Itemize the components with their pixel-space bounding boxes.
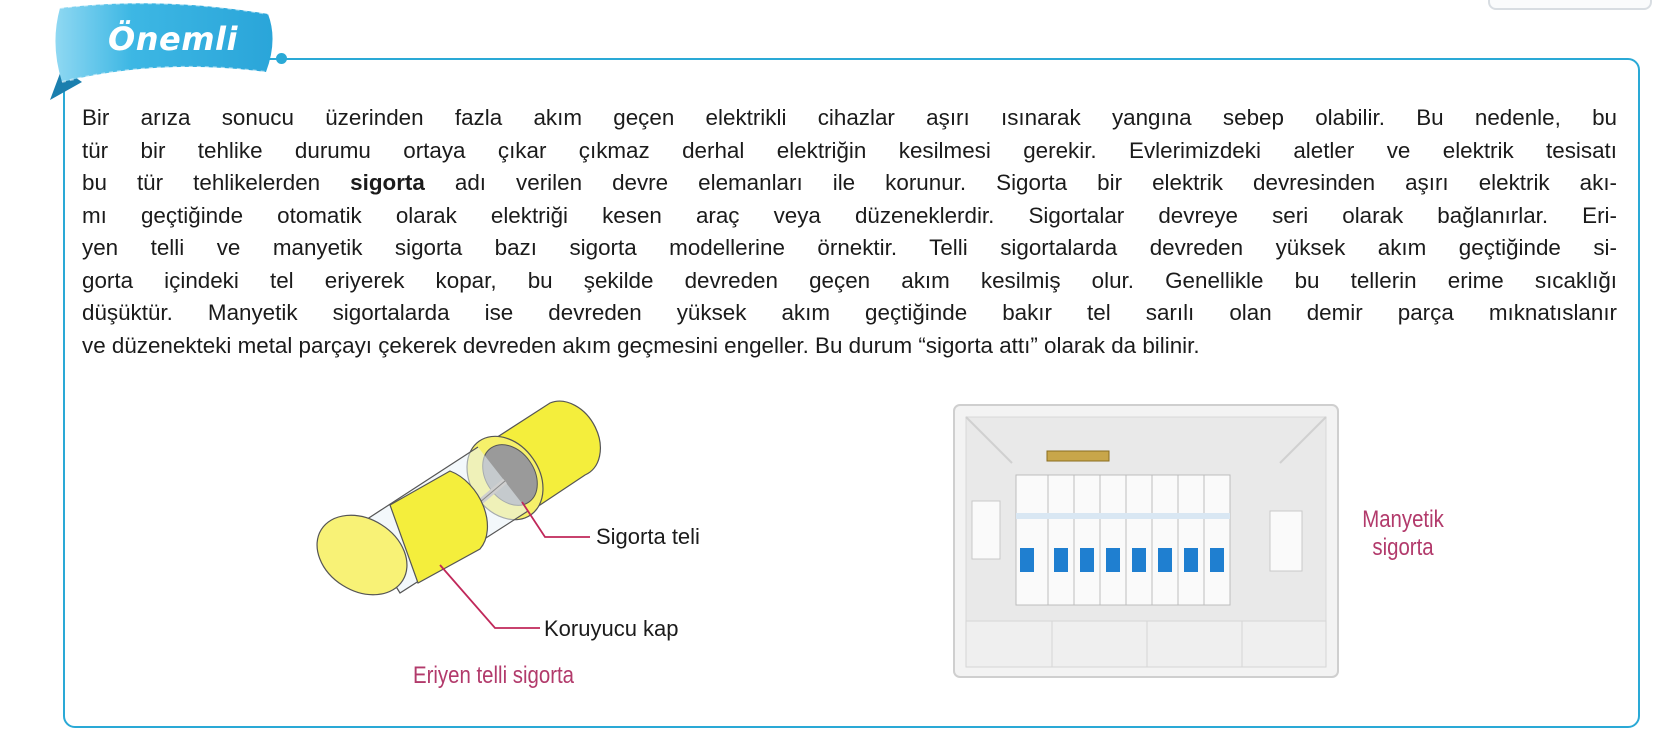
label-fuse-wire: Sigorta teli	[596, 524, 700, 549]
caption-fuse: Eriyen telli sigorta	[413, 662, 575, 689]
page-tab-corner	[1488, 0, 1652, 10]
label-protective-cap: Koruyucu kap	[544, 616, 679, 641]
body-paragraph	[82, 102, 1617, 362]
paragraph-line: bu tür tehlikelerden sigorta adı verilen devre elemanları ile korunur. Sigorta bir elektrik devresinden aşırı elektrik akı-	[82, 170, 1617, 195]
paragraph-line: gorta içindeki tel eriyerek kopar, bu şekilde devreden geçen akım kesilmiş olur. Genellikle bu tellerin erime sıcaklığı	[82, 267, 1617, 293]
ribbon-title: Önemli	[108, 20, 238, 58]
paragraph-line: tür bir tehlike durumu ortaya çıkar çıkmaz derhal elektriğin kesilmesi gerekir. Evlerimizdeki aletler ve elektrik tesisatı	[82, 137, 1617, 163]
fuse-illustration	[300, 385, 620, 635]
paragraph-line: ve düzenekteki metal parçayı çekerek devreden akım geçmesini engeller. Bu durum “sigorta attı” olarak da bilinir.	[82, 332, 1200, 358]
paragraph-line: Bir arıza sonucu üzerinden fazla akım geçen elektrikli cihazlar aşırı ısınarak yangına sebep olabilir. Bu nedenle, bu	[82, 105, 1617, 130]
paragraph-line: düşüktür. Manyetik sigortalarda ise devreden yüksek akım geçtiğinde bakır tel sarılı olan demir parça mıknatıslanır	[82, 300, 1617, 325]
caption-breaker-line1: Manyetik	[1362, 506, 1444, 533]
breaker-panel-illustration	[952, 403, 1342, 683]
caption-breaker	[1362, 506, 1444, 562]
paragraph-line: mı geçtiğinde otomatik olarak elektriği kesen araç veya düzeneklerdir. Sigortalar devreye seri olarak bağlanırlar. Eri-	[82, 202, 1617, 228]
caption-breaker-line2: sigorta	[1372, 534, 1434, 561]
term-sigorta: sigorta	[350, 170, 425, 195]
paragraph-line: yen telli ve manyetik sigorta bazı sigorta modellerine örnektir. Telli sigortalarda devreden yüksek akım geçtiğinde si-	[82, 235, 1617, 260]
